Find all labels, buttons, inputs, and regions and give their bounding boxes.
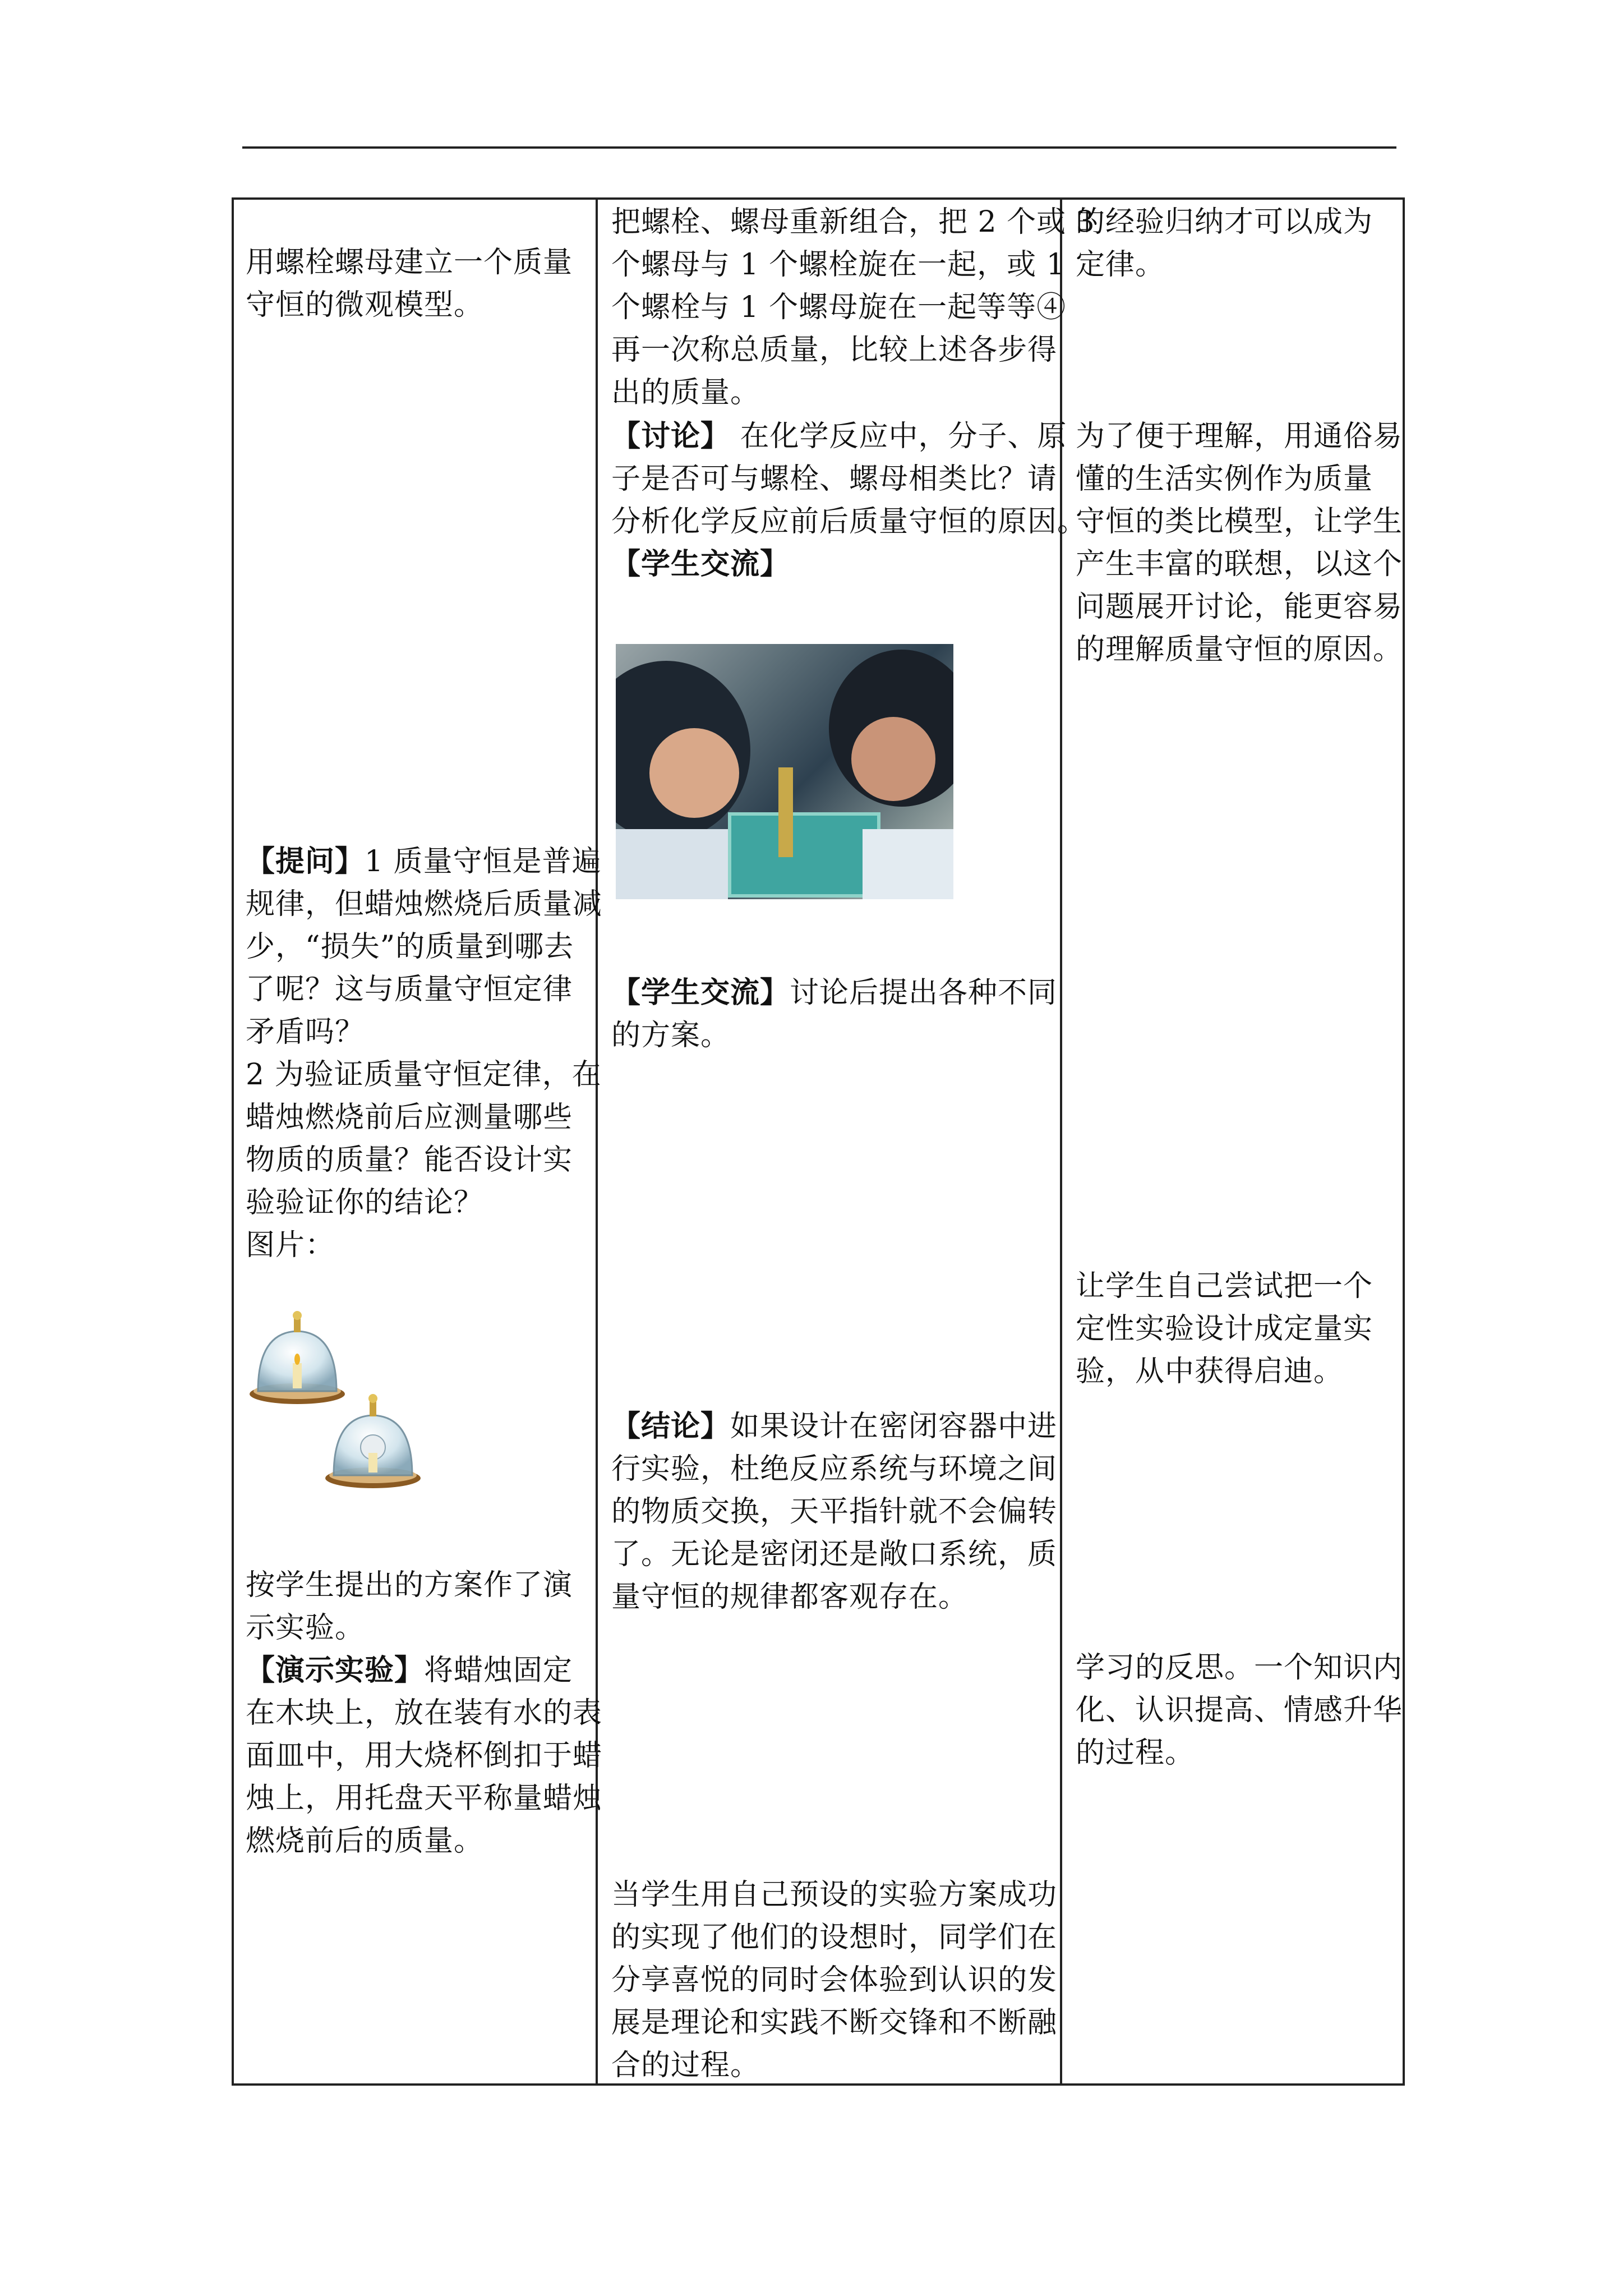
model-text: 用螺栓螺母建立一个质量 守恒的微观模型。 xyxy=(246,246,573,322)
exchange-label-1: 【学生交流】 xyxy=(611,547,790,581)
reflect-text: 学习的反思。一个知识内 化、认识提高、情感升华 的过程。 xyxy=(1076,1651,1403,1770)
question-label: 【提问】 xyxy=(246,844,365,878)
closing-text: 当学生用自己预设的实验方案成功 的实现了他们的设想时，同学们在 分享喜悦的同时会体验到认识的发 展是理论和实践不断交锋和不断融 合的过程。 xyxy=(611,1878,1058,2082)
discuss-block: 【讨论】 在化学反应中，分子、原 子是否可与螺栓、螺母相类比？请 分析化学反应前后质量守恒的原因。 【学生交流】 xyxy=(611,415,1087,586)
demo-block: 【演示实验】将蜡烛固定 在木块上，放在装有水的表 面皿中，用大烧杯倒扣于蜡 烛上，用托盘天平称量蜡烛 燃烧前后的质量。 xyxy=(246,1653,603,1858)
law-text: 的经验归纳才可以成为 定律。 xyxy=(1076,205,1373,282)
design-text: 让学生自己尝试把一个 定性实验设计成定量实 验，从中获得启迪。 xyxy=(1076,1269,1373,1388)
exchange-label-2: 【学生交流】 xyxy=(611,976,790,1010)
demo-label: 【演示实验】 xyxy=(246,1653,425,1687)
analogy-text: 为了便于理解，用通俗易 懂的生活实例作为质量 守恒的类比模型，让学生 产生丰富的联想，以这个 问题展开讨论，能更容易 的理解质量守恒的原因。 xyxy=(1076,420,1403,666)
exchange-block: 【学生交流】讨论后提出各种不同 的方案。 xyxy=(611,976,1058,1052)
conclusion-label: 【结论】 xyxy=(611,1409,731,1443)
intro-text: 把螺栓、螺母重新组合，把 2 个或 3 个螺母与 1 个螺栓旋在一起，或 1 个螺栓与 1 个螺母旋在一起等等④ 再一次称总质量，比较上述各步得 出的质量。 xyxy=(611,205,1095,409)
question-block: 【提问】1 质量守恒是普遍 规律，但蜡烛燃烧后质量减 少，“损失”的质量到哪去 了呢？这与质量守恒定律 矛盾吗？ 2 为验证质量守恒定律，在 蜡烛燃烧前后应测量哪些 物质的质量？能否设计实 验验证你的结论？ 图片： xyxy=(246,844,603,1262)
students-experiment-photo xyxy=(616,644,953,899)
discuss-label: 【讨论】 xyxy=(611,419,731,453)
header-rule xyxy=(242,146,1396,149)
plan-text: 按学生提出的方案作了演 示实验。 xyxy=(246,1568,573,1645)
bell-jar-candle-image xyxy=(247,1310,426,1512)
conclusion-block: 【结论】如果设计在密闭容器中进 行实验，杜绝反应系统与环境之间 的物质交换，天平指针就不会偏转 了。无论是密闭还是敞口系统，质 量守恒的规律都客观存在。 xyxy=(611,1409,1058,1614)
